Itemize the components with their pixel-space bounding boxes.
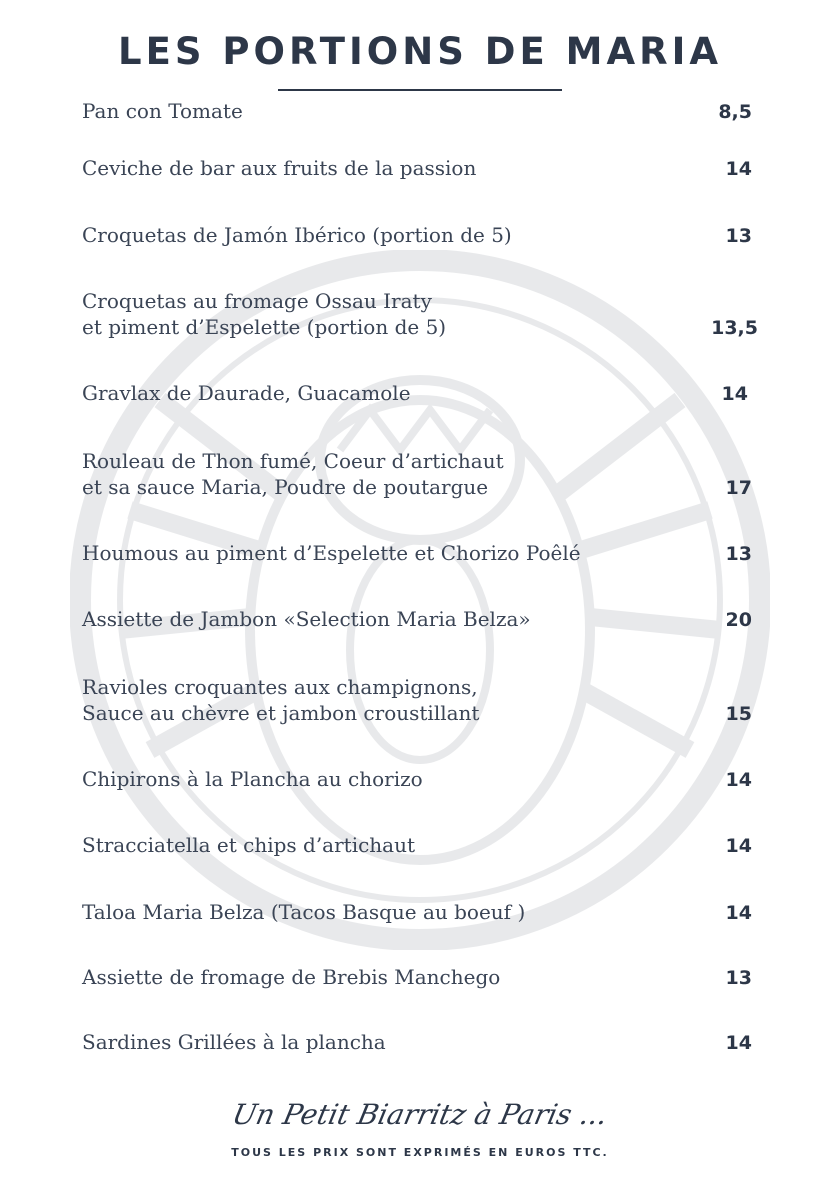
title-divider <box>278 89 562 91</box>
menu-item-price: 13 <box>725 967 752 989</box>
menu-item-name: Assiette de Jambon «Selection Maria Belza» <box>82 607 531 631</box>
menu-item-price: 14 <box>725 769 752 791</box>
menu-item-name: et sa sauce Maria, Poudre de poutargue <box>82 475 489 499</box>
menu-item-price: 13 <box>725 543 752 565</box>
menu-item-name: Sardines Grillées à la plancha <box>82 1030 386 1054</box>
menu-item-name: Croquetas au fromage Ossau Iraty <box>82 289 432 313</box>
menu-item-price: 13,5 <box>711 317 758 339</box>
menu-item-name: et piment d’Espelette (portion de 5) <box>82 315 447 339</box>
menu-item-price: 14 <box>725 835 752 857</box>
menu-item-price: 14 <box>721 383 748 405</box>
menu-item-name: Assiette de fromage de Brebis Manchego <box>82 965 501 989</box>
menu-item-price: 14 <box>725 158 752 180</box>
menu-item-name: Stracciatella et chips d’artichaut <box>82 833 416 857</box>
menu-item-price: 8,5 <box>718 101 752 123</box>
menu-item-name: Croquetas de Jamón Ibérico (portion de 5) <box>82 223 512 247</box>
signature-tagline: Un Petit Biarritz à Paris ... <box>229 1098 611 1131</box>
prices-footnote: TOUS LES PRIX SONT EXPRIMÉS EN EUROS TTC. <box>231 1146 609 1159</box>
menu-item-name: Chipirons à la Plancha au chorizo <box>82 767 423 791</box>
menu-item-name: Taloa Maria Belza (Tacos Basque au boeuf ) <box>82 900 526 924</box>
menu-item-name: Rouleau de Thon fumé, Coeur d’artichaut <box>82 449 504 473</box>
menu-item-name: Ceviche de bar aux fruits de la passion <box>82 156 477 180</box>
menu-item-price: 15 <box>725 703 752 725</box>
menu-item-price: 13 <box>725 225 752 247</box>
menu-item-price: 14 <box>725 902 752 924</box>
menu-item-name: Gravlax de Daurade, Guacamole <box>82 381 411 405</box>
menu-item-name: Houmous au piment d’Espelette et Chorizo Poêlé <box>82 541 581 565</box>
menu-item-price: 17 <box>725 477 752 499</box>
menu-item-name: Pan con Tomate <box>82 99 243 123</box>
menu-item-price: 14 <box>725 1032 752 1054</box>
menu-item-price: 20 <box>725 609 752 631</box>
menu-item-name: Ravioles croquantes aux champignons, <box>82 675 478 699</box>
menu-item-name: Sauce au chèvre et jambon croustillant <box>82 701 480 725</box>
menu-title: LES PORTIONS DE MARIA <box>118 30 722 73</box>
